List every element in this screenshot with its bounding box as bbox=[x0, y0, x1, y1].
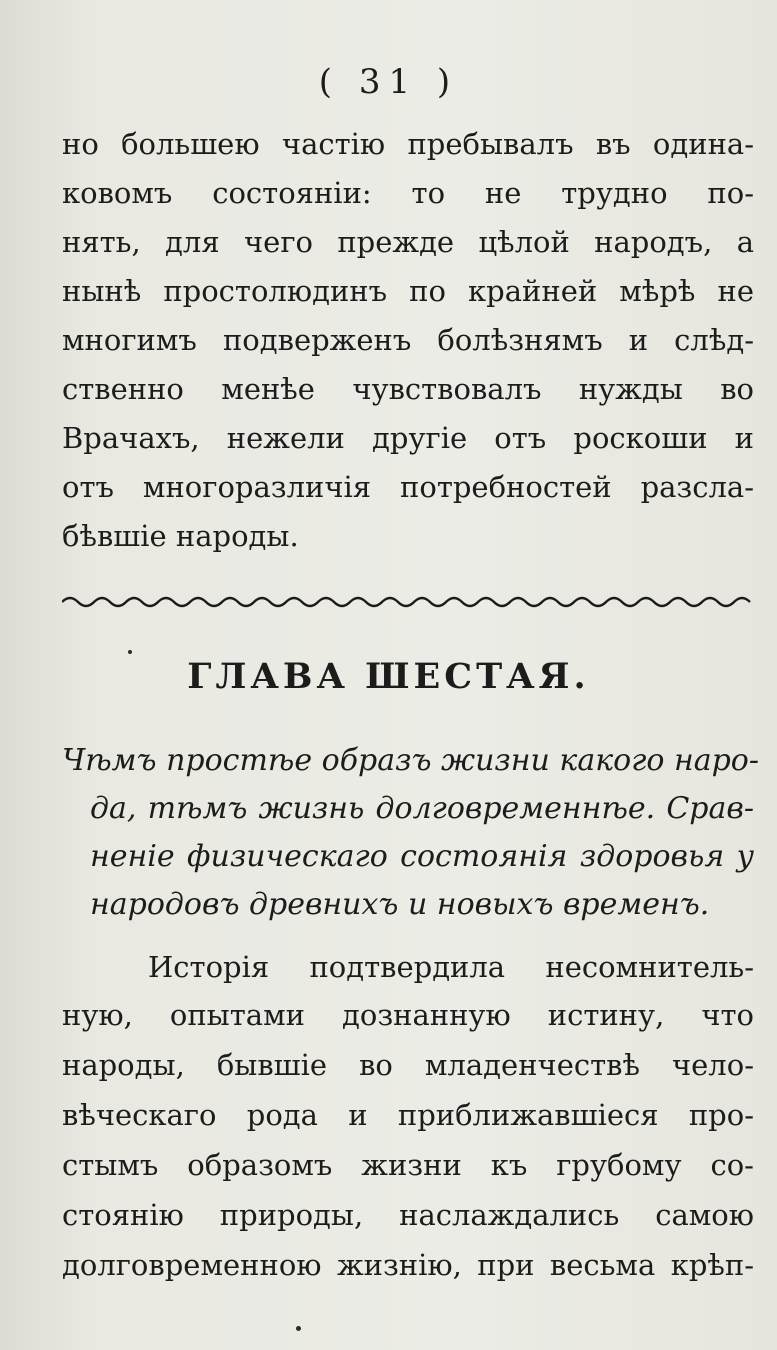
summary-line: да, тѣмъ жизнь долговременнѣе. Срав- bbox=[90, 791, 754, 826]
text-line: нынѣ простолюдинъ по крайней мѣрѣ не bbox=[62, 274, 754, 308]
text-line: отъ многоразличія потребностей разсла- bbox=[62, 470, 754, 504]
text-line: стымъ образомъ жизни къ грубому со- bbox=[62, 1148, 754, 1182]
chapter-title: ГЛАВА ШЕСТАЯ. bbox=[187, 656, 590, 697]
text-line: ковомъ состояніи: то не трудно по- bbox=[62, 176, 754, 210]
text-line: долговременною жизнію, при весьма крѣп- bbox=[62, 1248, 754, 1282]
text-line: Исторія подтвердила несомнитель- bbox=[148, 950, 754, 984]
ink-speck bbox=[128, 650, 132, 654]
text-line: вѣческаго рода и приближавшіеся про- bbox=[62, 1098, 754, 1132]
ink-speck bbox=[296, 1326, 301, 1331]
summary-line: народовъ древнихъ и новыхъ временъ. bbox=[90, 887, 710, 922]
text-line: ную, опытами дознанную истину, что bbox=[62, 998, 754, 1032]
page-number: ( 31 ) bbox=[318, 62, 459, 102]
summary-line: Чѣмъ простѣе образъ жизни какого наро- bbox=[62, 743, 760, 778]
text-line: ственно менѣе чувствовалъ нужды во bbox=[62, 372, 754, 406]
text-line: стоянію природы, наслаждались самою bbox=[62, 1198, 754, 1232]
text-line: многимъ подверженъ болѣзнямъ и слѣд- bbox=[62, 323, 754, 357]
text-line: но большею частію пребывалъ въ одина- bbox=[62, 127, 754, 161]
text-line: народы, бывшіе во младенчествѣ чело- bbox=[62, 1048, 754, 1082]
text-line: Врачахъ, нежели другіе отъ роскоши и bbox=[62, 421, 754, 455]
text-line: бѣвшіе народы. bbox=[62, 519, 299, 553]
text-line: нять, для чего прежде цѣлой народъ, а bbox=[62, 225, 754, 259]
decorative-wavy-divider bbox=[62, 592, 754, 612]
summary-line: неніе физическаго состоянія здоровья у bbox=[90, 839, 754, 874]
